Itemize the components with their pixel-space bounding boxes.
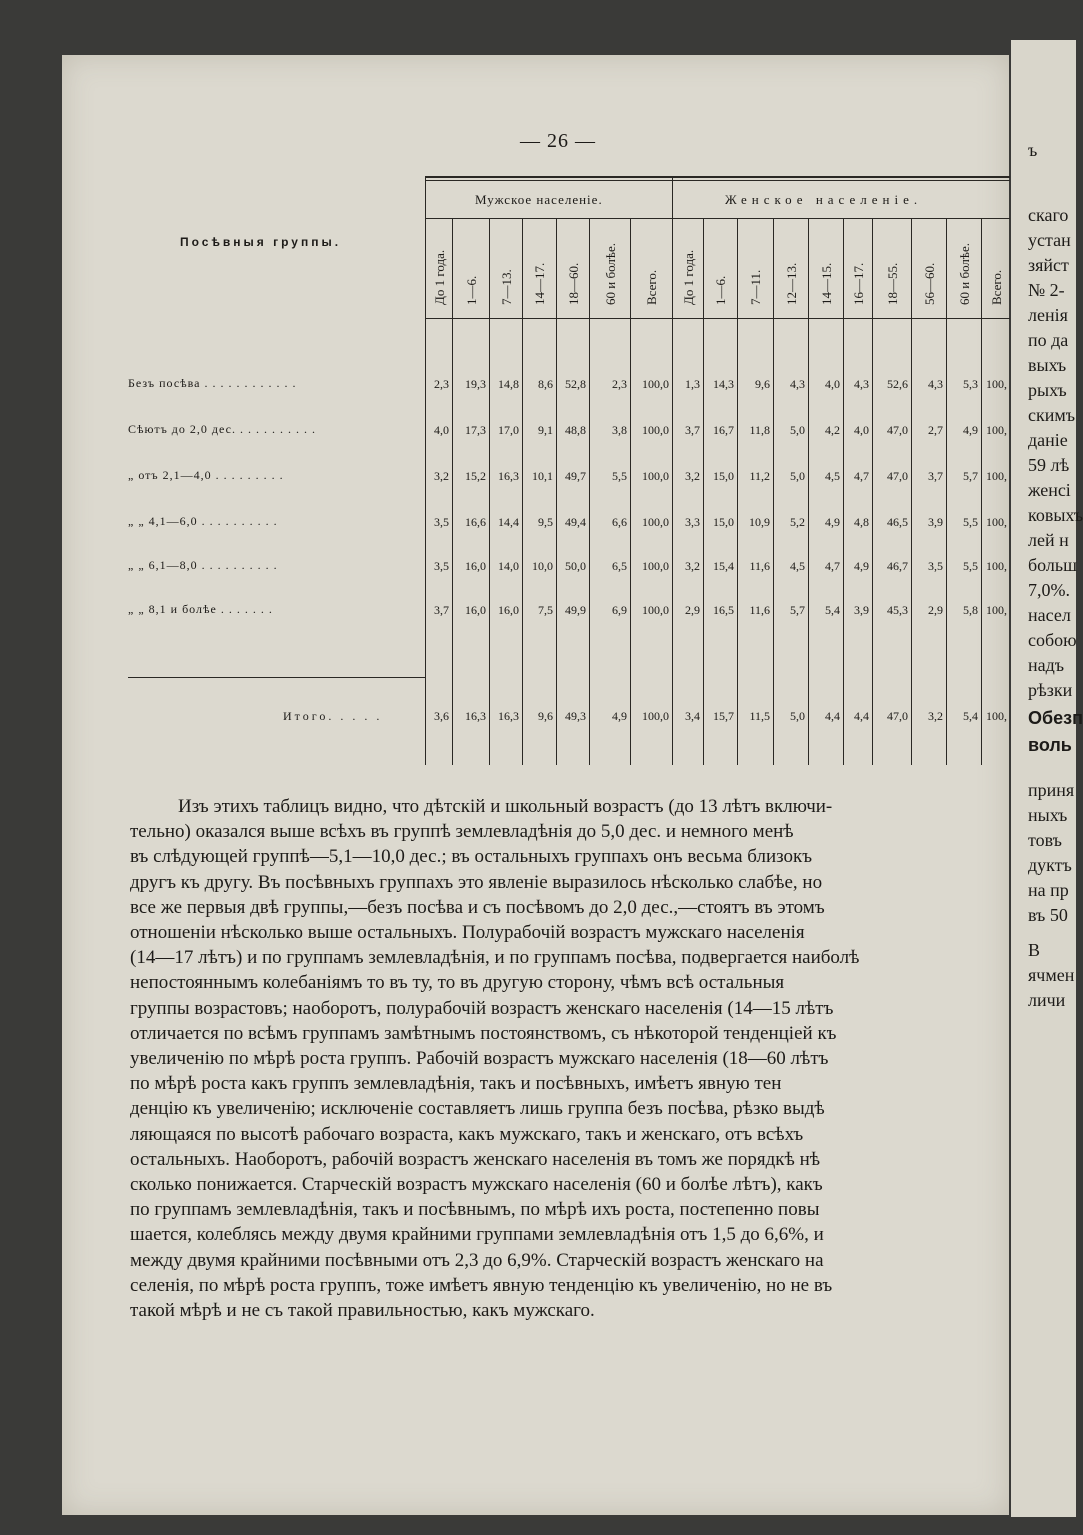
table-cell: 5,8: [963, 603, 978, 617]
total-cell: 9,6: [538, 709, 553, 723]
table-cell: 3,9: [928, 515, 943, 529]
total-row-label: Итого. . . . .: [283, 709, 383, 723]
table-cell: 4,7: [825, 559, 840, 573]
adjacent-page-line: скимъ: [1028, 405, 1076, 425]
table-cell: 5,0: [790, 423, 805, 437]
table-cell: 5,5: [612, 469, 627, 483]
adjacent-page-line: даніе: [1028, 430, 1068, 450]
body-text-line: все же первыя двѣ группы,—безъ посѣва и съ посѣвомъ до 2,0 дес.,—стоятъ въ этомъ: [130, 896, 825, 918]
column-rule: [672, 176, 673, 765]
table-cell: 100,: [986, 423, 1007, 437]
table-cell: 50,0: [565, 559, 586, 573]
table-cell: 3,5: [928, 559, 943, 573]
body-text-line: тельно) оказался выше всѣхъ въ группѣ землевладѣнія до 5,0 дес. и немного менѣ: [130, 821, 794, 843]
column-header: [644, 291, 660, 305]
female-population-header: Женское населеніе.: [725, 192, 923, 207]
table-top-rule: [425, 176, 1010, 178]
column-header-rule: [425, 318, 1010, 319]
adjacent-page-line: ячмен: [1028, 965, 1075, 985]
total-rule: [128, 677, 425, 678]
body-text-line: сколько понижается. Старческій возрастъ мужскаго населенія (60 и болѣе лѣтъ), какъ: [130, 1174, 823, 1196]
column-header: [566, 291, 582, 305]
adjacent-page-line: по да: [1028, 330, 1069, 350]
table-cell: 14,3: [713, 377, 734, 391]
adjacent-page-line: Обезп: [1028, 708, 1083, 728]
table-cell: 3,2: [434, 469, 449, 483]
body-text-line: (14—17 лѣтъ) и по группамъ землевладѣнія, и по группамъ посѣва, подвергается наиболѣ: [130, 947, 860, 969]
body-text-line: по группамъ землевладѣнія, такъ и посѣвнымъ, по мѣрѣ ихъ роста, постепенно повы: [130, 1199, 820, 1221]
adjacent-page-line: 59 лѣ: [1028, 455, 1070, 475]
table-cell: 9,6: [755, 377, 770, 391]
table-cell: 16,0: [498, 603, 519, 617]
adjacent-page-line: № 2-: [1028, 280, 1065, 300]
total-cell: 16,3: [465, 709, 486, 723]
table-cell: 16,0: [465, 559, 486, 573]
adjacent-page-line: въ 50: [1028, 905, 1068, 925]
column-header: 1—6.: [713, 275, 728, 305]
table-cell: 5,4: [825, 603, 840, 617]
table-cell: 49,7: [565, 469, 586, 483]
total-cell: 100,0: [642, 709, 669, 723]
table-cell: 4,9: [963, 423, 978, 437]
table-cell: 4,5: [790, 559, 805, 573]
table-cell: 5,7: [963, 469, 978, 483]
table-cell: 5,5: [963, 515, 978, 529]
adjacent-page-line: ковыхъ: [1028, 505, 1083, 525]
table-cell: 10,1: [532, 469, 553, 483]
total-cell: 16,3: [498, 709, 519, 723]
table-cell: 100,0: [642, 423, 669, 437]
row-label: „ „ 8,1 и болѣе . . . . . . .: [128, 602, 273, 616]
column-rule: [589, 218, 590, 765]
column-rule: [452, 218, 453, 765]
body-text-line: другъ къ другу. Въ посѣвныхъ группахъ это явленіе выразилось нѣсколько слабѣе, но: [130, 871, 823, 893]
table-cell: 3,2: [685, 559, 700, 573]
table-cell: 3,5: [434, 559, 449, 573]
total-cell: 5,4: [963, 709, 978, 723]
column-header: [784, 291, 800, 305]
table-cell: 4,0: [825, 377, 840, 391]
column-rule: [981, 218, 982, 765]
adjacent-page-line: ленія: [1028, 305, 1068, 325]
adjacent-page-line: ъ: [1028, 140, 1038, 160]
total-cell: 47,0: [887, 709, 908, 723]
table-cell: 100,: [986, 603, 1007, 617]
table-cell: 4,7: [854, 469, 869, 483]
total-cell: 49,3: [565, 709, 586, 723]
adjacent-page-line: устан: [1028, 230, 1071, 250]
table-cell: 100,0: [642, 377, 669, 391]
column-header: [885, 291, 901, 305]
body-paragraph: [130, 794, 1010, 1323]
column-rule: [773, 218, 774, 765]
adjacent-page-line: на пр: [1028, 880, 1069, 900]
row-label: Сѣютъ до 2,0 дес. . . . . . . . . . .: [128, 422, 316, 436]
table-cell: 3,7: [685, 423, 700, 437]
body-text-line: отношеніи нѣсколько выше остальныхъ. Полурабочій возрастъ мужскаго населенія: [130, 922, 805, 944]
column-rule: [843, 218, 844, 765]
total-cell: 3,6: [434, 709, 449, 723]
total-cell: 5,0: [790, 709, 805, 723]
table-cell: 100,0: [642, 515, 669, 529]
table-cell: 8,6: [538, 377, 553, 391]
table-cell: 49,9: [565, 603, 586, 617]
column-rule: [808, 218, 809, 765]
table-cell: 11,8: [749, 423, 770, 437]
total-cell: 4,9: [612, 709, 627, 723]
column-header: 1—6.: [463, 275, 479, 305]
column-rule: [489, 218, 490, 765]
table-cell: 3,3: [685, 515, 700, 529]
table-cell: 4,3: [790, 377, 805, 391]
adjacent-page-line: В: [1028, 940, 1041, 960]
body-text-line: непостояннымъ колебаніямъ то въ ту, то въ другую сторону, чѣмъ всѣ остальныя: [130, 972, 785, 994]
column-header: [681, 291, 697, 305]
table-cell: 3,8: [612, 423, 627, 437]
table-cell: 49,4: [565, 515, 586, 529]
table-cell: 6,5: [612, 559, 627, 573]
table-cell: 11,2: [749, 469, 770, 483]
total-cell: 11,5: [749, 709, 770, 723]
body-text-line: селенія, по мѣрѣ роста группъ, тоже имѣетъ явную тенденцію къ увеличенію, но не въ: [130, 1274, 833, 1296]
table-cell: 5,0: [790, 469, 805, 483]
table-cell: 14,4: [498, 515, 519, 529]
table-cell: 7,5: [538, 603, 553, 617]
body-text-line: такой мѣрѣ и не съ такой правильностью, какъ мужскаго.: [130, 1300, 595, 1322]
table-cell: 46,5: [887, 515, 908, 529]
table-cell: 11,6: [749, 603, 770, 617]
table-cell: 4,2: [825, 423, 840, 437]
table-cell: 5,5: [963, 559, 978, 573]
adjacent-page-line: воль: [1028, 735, 1072, 755]
table-cell: 14,0: [498, 559, 519, 573]
column-rule: [872, 218, 873, 765]
table-cell: 47,0: [887, 469, 908, 483]
table-cell: 16,3: [498, 469, 519, 483]
table-cell: 45,3: [887, 603, 908, 617]
table-cell: 3,9: [854, 603, 869, 617]
body-text-line: отличается по всѣмъ группамъ замѣтнымъ постоянствомъ, съ нѣкоторой тенденціей къ: [130, 1022, 837, 1044]
table-cell: 100,: [986, 559, 1007, 573]
table-cell: 100,: [986, 377, 1007, 391]
column-header: [851, 291, 867, 305]
table-top-rule-thin: [425, 180, 1010, 181]
table-cell: 4,8: [854, 515, 869, 529]
table-cell: 4,9: [825, 515, 840, 529]
adjacent-page-line: женсі: [1028, 480, 1071, 500]
column-rule: [556, 218, 557, 765]
body-text-line: увеличенію по мѣрѣ роста группъ. Рабочій возрастъ мужскаго населенія (18—60 лѣтъ: [130, 1048, 829, 1070]
adjacent-page-line: зяйст: [1028, 255, 1069, 275]
male-population-header: Мужское населеніе.: [475, 192, 603, 207]
table-cell: 10,9: [749, 515, 770, 529]
table-cell: 100,: [986, 515, 1007, 529]
table-cell: 17,0: [498, 423, 519, 437]
table-cell: 16,6: [465, 515, 486, 529]
table-cell: 15,2: [465, 469, 486, 483]
table-cell: 16,0: [465, 603, 486, 617]
table-cell: 100,: [986, 469, 1007, 483]
column-header: [532, 291, 548, 305]
table-cell: 17,3: [465, 423, 486, 437]
table-cell: 2,9: [685, 603, 700, 617]
body-text-line: въ слѣдующей группѣ—5,1—10,0 дес.; въ остальныхъ группахъ онъ весьма близокъ: [130, 846, 813, 868]
table-cell: 100,0: [642, 603, 669, 617]
group-header-rule: [425, 218, 1010, 219]
table-cell: 3,2: [685, 469, 700, 483]
table-cell: 9,1: [538, 423, 553, 437]
table-cell: 14,8: [498, 377, 519, 391]
table-cell: 4,5: [825, 469, 840, 483]
table-cell: 100,0: [642, 469, 669, 483]
table-cell: 1,3: [685, 377, 700, 391]
table-cell: 2,7: [928, 423, 943, 437]
adjacent-page-line: дуктъ: [1028, 855, 1072, 875]
table-cell: 9,5: [538, 515, 553, 529]
adjacent-page-fragment: [1011, 40, 1083, 1517]
table-cell: 5,7: [790, 603, 805, 617]
adjacent-page-line: больш: [1028, 555, 1077, 575]
row-label: „ отъ 2,1—4,0 . . . . . . . . .: [128, 468, 284, 482]
adjacent-page-line: рѣзки: [1028, 680, 1073, 700]
row-label: „ „ 6,1—8,0 . . . . . . . . . .: [128, 558, 278, 572]
table-cell: 10,0: [532, 559, 553, 573]
table-cell: 5,3: [963, 377, 978, 391]
table-cell: 3,7: [434, 603, 449, 617]
adjacent-page-line: приня: [1028, 780, 1075, 800]
column-rule: [425, 176, 426, 765]
table-cell: 4,3: [854, 377, 869, 391]
adjacent-page-line: собою: [1028, 630, 1077, 650]
row-label: „ „ 4,1—6,0 . . . . . . . . . .: [128, 514, 278, 528]
body-text-line: денцію къ увеличенію; исключеніе составляетъ лишь группа безъ посѣва, рѣзко выдѣ: [130, 1098, 825, 1120]
table-cell: 48,8: [565, 423, 586, 437]
table-cell: 2,3: [612, 377, 627, 391]
column-header: [499, 291, 515, 305]
total-cell: 3,2: [928, 709, 943, 723]
body-text-line: ляющаяся по высотѣ рабочаго возраста, какъ мужскаго, такъ и женскаго, отъ всѣхъ: [130, 1123, 804, 1145]
table-cell: 16,5: [713, 603, 734, 617]
column-rule: [522, 218, 523, 765]
table-cell: 52,6: [887, 377, 908, 391]
body-text-line: между двумя крайними посѣвными отъ 2,3 до 6,9%. Старческій возрастъ женскаго на: [130, 1249, 824, 1271]
table-cell: 6,9: [612, 603, 627, 617]
adjacent-page-line: ныхъ: [1028, 805, 1068, 825]
table-cell: 3,5: [434, 515, 449, 529]
column-header: [922, 291, 938, 305]
table-cell: 2,9: [928, 603, 943, 617]
adjacent-page-line: личи: [1028, 990, 1066, 1010]
total-cell: 15,7: [713, 709, 734, 723]
table-cell: 4,9: [854, 559, 869, 573]
column-header: [603, 291, 619, 305]
table-cell: 3,7: [928, 469, 943, 483]
column-rule: [946, 218, 947, 765]
column-rule: [911, 218, 912, 765]
column-header: [432, 291, 448, 305]
table-cell: 6,6: [612, 515, 627, 529]
table-cell: 100,0: [642, 559, 669, 573]
adjacent-page-line: 7,0%.: [1028, 580, 1070, 600]
total-cell: 4,4: [854, 709, 869, 723]
table-cell: 5,2: [790, 515, 805, 529]
adjacent-page-line: товъ: [1028, 830, 1062, 850]
table-cell: 47,0: [887, 423, 908, 437]
column-header: [819, 291, 835, 305]
column-rule: [703, 218, 704, 765]
body-text-line: Изъ этихъ таблицъ видно, что дѣтскій и школьный возрастъ (до 13 лѣтъ включи-: [178, 796, 833, 817]
total-cell: 100,: [986, 709, 1007, 723]
table-cell: 52,8: [565, 377, 586, 391]
table-cell: 46,7: [887, 559, 908, 573]
row-header-label: Посѣвныя группы.: [180, 235, 342, 249]
table-cell: 4,0: [854, 423, 869, 437]
page-number: — 26 —: [520, 130, 596, 152]
adjacent-page-line: надъ: [1028, 655, 1065, 675]
adjacent-page-line: скаго: [1028, 205, 1069, 225]
table-cell: 16,7: [713, 423, 734, 437]
table-cell: 15,4: [713, 559, 734, 573]
body-text-line: остальныхъ. Наоборотъ, рабочій возрастъ женскаго населенія въ томъ же порядкѣ нѣ: [130, 1148, 821, 1170]
adjacent-page-line: выхъ: [1028, 355, 1067, 375]
body-text-line: по мѣрѣ роста какъ группъ землевладѣнія, такъ и посѣвныхъ, имѣетъ явную тен: [130, 1073, 782, 1095]
adjacent-page-line: насел: [1028, 605, 1071, 625]
table-cell: 4,3: [928, 377, 943, 391]
column-rule: [630, 218, 631, 765]
table-cell: 15,0: [713, 469, 734, 483]
column-header: [748, 291, 764, 305]
column-header: [957, 291, 973, 305]
table-cell: 19,3: [465, 377, 486, 391]
table-cell: 15,0: [713, 515, 734, 529]
table-cell: 2,3: [434, 377, 449, 391]
adjacent-page-line: рыхъ: [1028, 380, 1067, 400]
total-cell: 3,4: [685, 709, 700, 723]
body-text-line: шается, колеблясь между двумя крайними группами землевладѣнія отъ 1,5 до 6,6%, и: [130, 1224, 824, 1246]
total-cell: 4,4: [825, 709, 840, 723]
body-text-line: группы возрастовъ; наоборотъ, полурабочій возрастъ женскаго населенія (14—15 лѣтъ: [130, 997, 834, 1019]
table-cell: 11,6: [749, 559, 770, 573]
column-header: [989, 291, 1005, 305]
table-cell: 4,0: [434, 423, 449, 437]
row-label: Безъ посѣва . . . . . . . . . . . .: [128, 376, 297, 390]
column-rule: [737, 218, 738, 765]
adjacent-page-line: лей н: [1028, 530, 1069, 550]
